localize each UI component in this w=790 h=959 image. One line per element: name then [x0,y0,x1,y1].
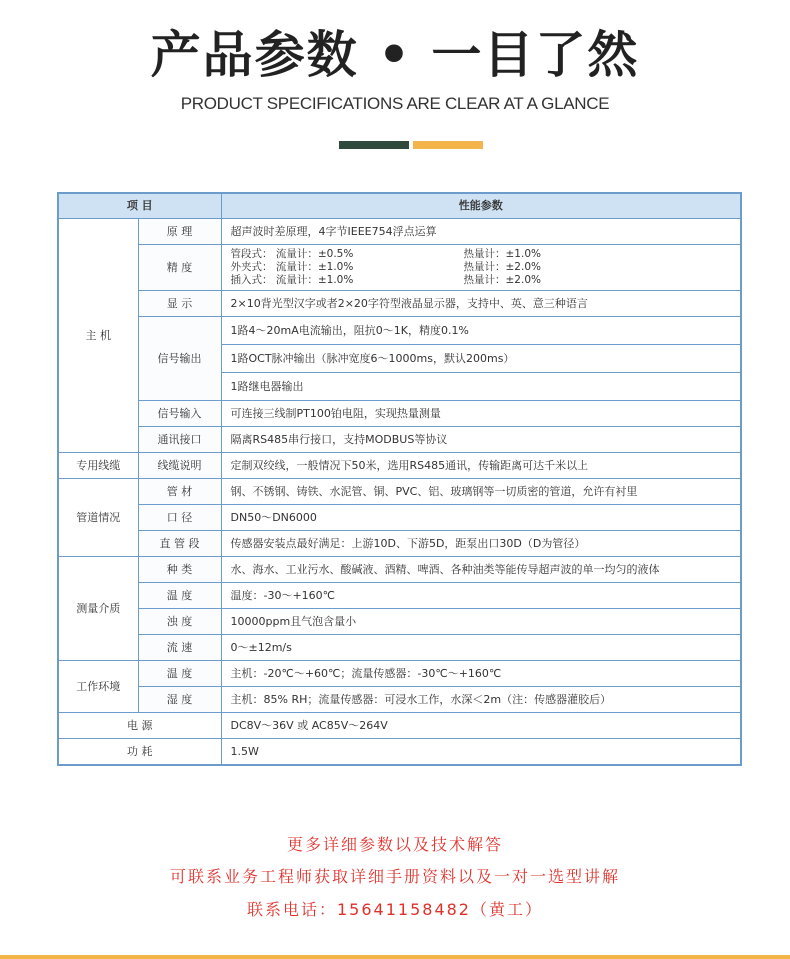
table-row [58,505,741,531]
value-medium-velocity: 0～±12m/s [221,635,741,661]
page-subtitle: PRODUCT SPECIFICATIONS ARE CLEAR AT A GLANCE [180,94,610,113]
value-consumption: 1.5W [221,739,741,766]
label-consumption: 功 耗 [58,739,221,766]
group-host: 主 机 [58,219,138,453]
group-medium: 测量介质 [58,557,138,661]
header-item: 项 目 [58,193,221,219]
table-row [58,609,741,635]
value-env-temp: 主机：-20℃～+60℃；流量传感器：-30℃～+160℃ [221,661,741,687]
spec-table [57,192,742,766]
label-env-temp: 温 度 [138,661,221,687]
label-signal-in: 信号输入 [138,401,221,427]
table-row [58,531,741,557]
group-pipe: 管道情况 [58,479,138,557]
value-pipe-material: 钢、不锈钢、铸铁、水泥管、铜、PVC、铝、玻璃钢等一切质密的管道，允许有衬里 [221,479,741,505]
label-cable: 线缆说明 [138,453,221,479]
label-medium-temp: 温 度 [138,583,221,609]
label-env-humidity: 湿 度 [138,687,221,713]
label-medium-turbidity: 浊 度 [138,609,221,635]
value-pipe-diameter: DN50～DN6000 [221,505,741,531]
value-signal-out-3: 1路继电器输出 [221,373,741,401]
table-row [58,219,741,245]
label-power: 电 源 [58,713,221,739]
accent-bar-green [339,141,409,149]
table-row [58,635,741,661]
label-comm: 通讯接口 [138,427,221,453]
contact-line-3: 联系电话：15641158482（黄工） [247,900,543,919]
value-medium-temp: 温度：-30～+160℃ [221,583,741,609]
label-pipe-material: 管 材 [138,479,221,505]
page-title: 产品参数 • 一目了然 [150,26,640,84]
label-medium-type: 种 类 [138,557,221,583]
table-row [58,687,741,713]
table-row [58,317,741,345]
label-principle: 原 理 [138,219,221,245]
table-row [58,739,741,766]
accuracy-insert-flow: 插入式： 流量计：±1.0% [230,274,354,286]
table-row [58,713,741,739]
value-display: 2×10背光型汉字或者2×20字符型液晶显示器，支持中、英、意三种语言 [221,291,741,317]
contact-line-1: 更多详细参数以及技术解答 [286,835,503,854]
contact-line-2: 可联系业务工程师获取详细手册资料以及一对一选型讲解 [169,867,620,886]
value-power: DC8V～36V 或 AC85V～264V [221,713,741,739]
accuracy-insert-heat: 热量计：±2.0% [463,274,541,286]
table-row [58,479,741,505]
table-row [58,291,741,317]
accuracy-pipe-flow: 管段式： 流量计：±0.5% [230,248,354,260]
value-principle: 超声波时差原理，4字节IEEE754浮点运算 [221,219,741,245]
value-medium-turbidity: 10000ppm且气泡含量小 [221,609,741,635]
header-param: 性能参数 [221,193,741,219]
table-row [58,427,741,453]
table-header-row [58,193,741,219]
value-env-humidity: 主机：85% RH；流量传感器：可浸水工作，水深＜2m（注：传感器灌胶后） [221,687,741,713]
value-comm: 隔离RS485串行接口，支持MODBUS等协议 [221,427,741,453]
bottom-accent-line [0,955,790,959]
value-signal-in: 可连接三线制PT100铂电阻，实现热量测量 [221,401,741,427]
accuracy-clamp-flow: 外夹式： 流量计：±1.0% [230,261,354,273]
table-row [58,661,741,687]
value-pipe-straight: 传感器安装点最好满足：上游10D、下游5D，距泵出口30D（D为管径） [221,531,741,557]
value-medium-type: 水、海水、工业污水、酸碱液、酒精、啤酒、各种油类等能传导超声波的单一均匀的液体 [221,557,741,583]
accuracy-pipe-heat: 热量计：±1.0% [463,248,541,260]
table-row [58,245,741,291]
table-row [58,401,741,427]
value-accuracy [221,245,741,291]
table-row [58,583,741,609]
value-signal-out-1: 1路4～20mA电流输出，阻抗0～1K，精度0.1% [221,317,741,345]
accuracy-clamp-heat: 热量计：±2.0% [463,261,541,273]
label-pipe-diameter: 口 径 [138,505,221,531]
table-row [58,557,741,583]
label-medium-velocity: 流 速 [138,635,221,661]
label-signal-out: 信号输出 [138,317,221,401]
value-signal-out-2: 1路OCT脉冲输出（脉冲宽度6～1000ms，默认200ms） [221,345,741,373]
group-env: 工作环境 [58,661,138,713]
value-cable: 定制双绞线，一般情况下50米，选用RS485通讯，传输距离可达千米以上 [221,453,741,479]
table-row [58,453,741,479]
label-pipe-straight: 直 管 段 [138,531,221,557]
group-cable: 专用线缆 [58,453,138,479]
label-accuracy: 精 度 [138,245,221,291]
label-display: 显 示 [138,291,221,317]
accent-bar-yellow [413,141,483,149]
